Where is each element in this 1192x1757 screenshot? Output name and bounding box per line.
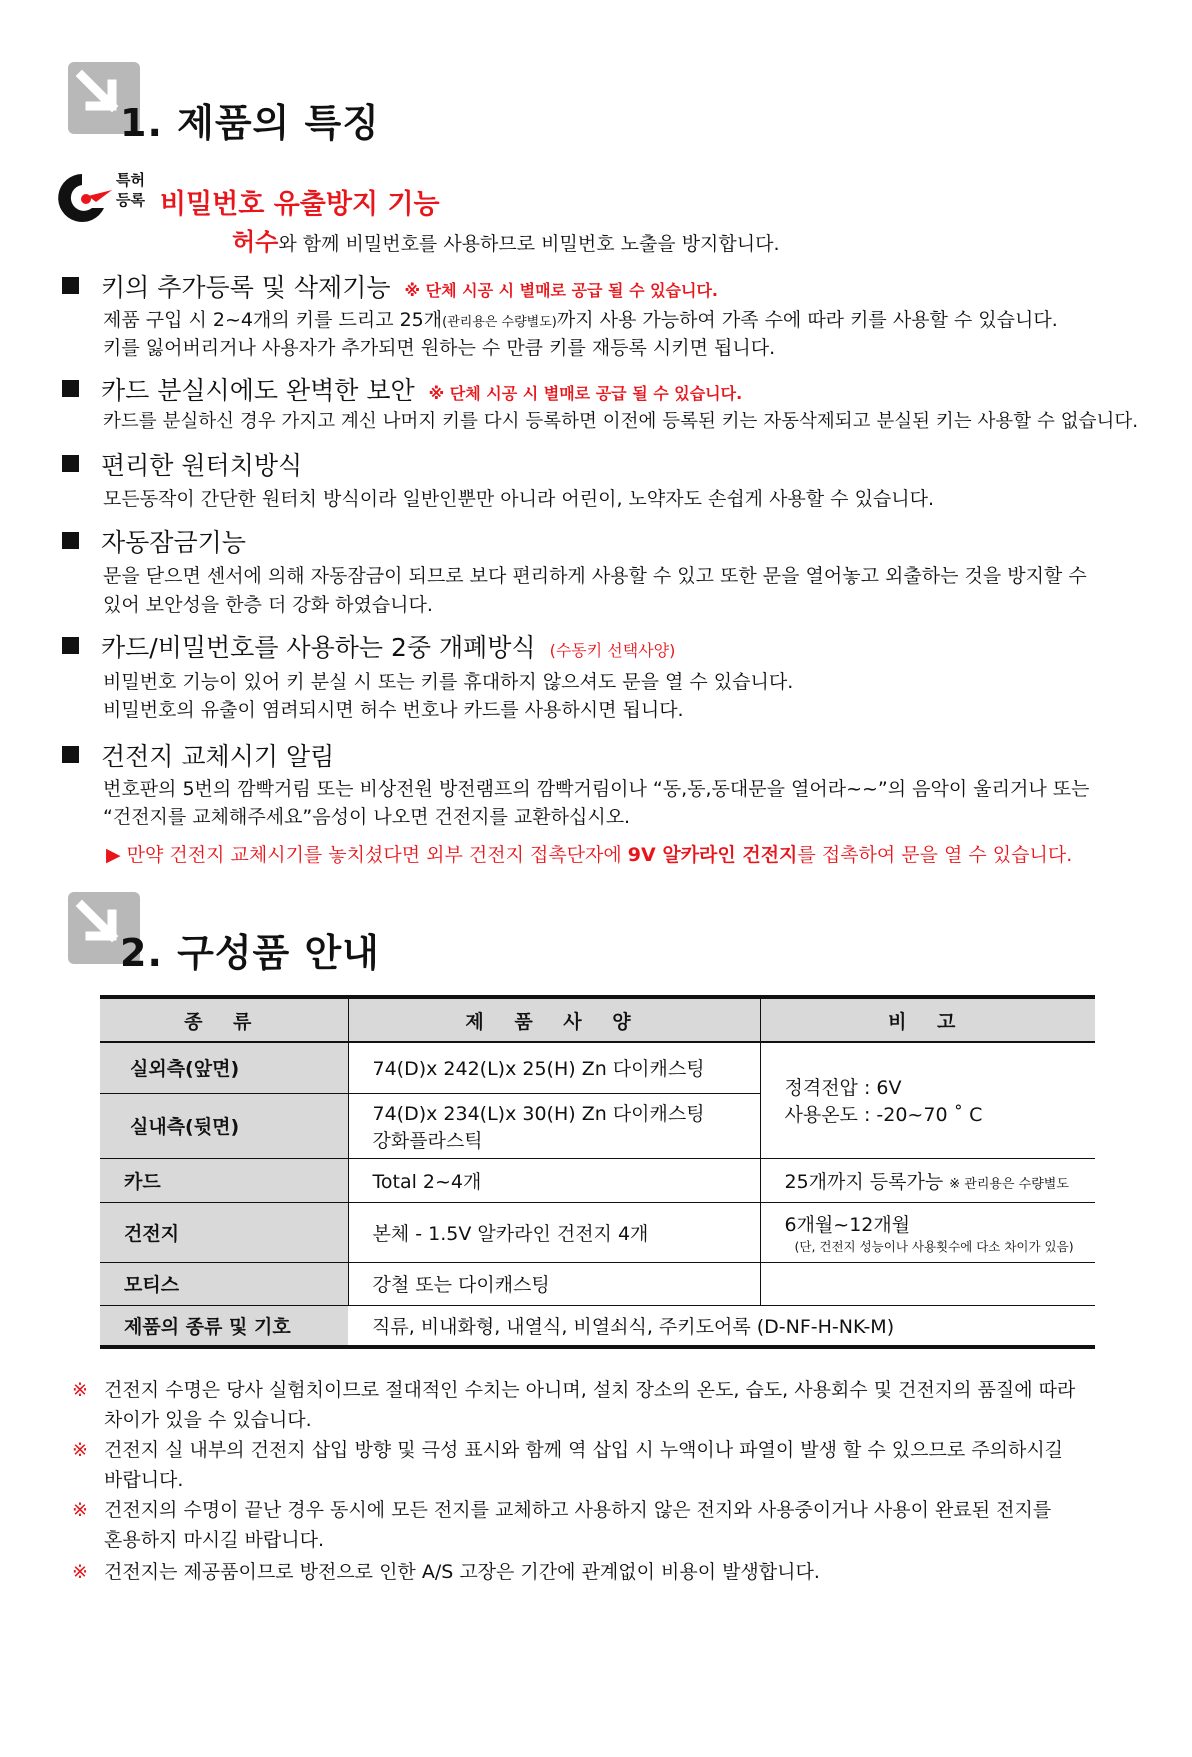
- table-cell-category: 실내측(뒷면): [100, 1093, 348, 1158]
- footnote: ※ 건전지는 제공품이므로 방전으로 인한 A/S 고장은 기간에 관계없이 비용이 발생합니다.: [72, 1561, 820, 1583]
- feature-note: (수동키 선택사양): [549, 641, 676, 660]
- table-row: [100, 1202, 1095, 1262]
- components-table: [100, 995, 1095, 1349]
- feature-title: 편리한 원터치방식: [101, 451, 303, 480]
- table-cell-spec: 강철 또는 다이캐스팅: [348, 1262, 760, 1305]
- footnote: ※ 건전지의 수명이 끝난 경우 동시에 모든 전지를 교체하고 사용하지 않은 전지와 사용중이거나 사용이 완료된 전지를: [72, 1499, 1052, 1521]
- table-row: [100, 1158, 1095, 1202]
- feature-title: 카드/비밀번호를 사용하는 2중 개폐방식: [101, 633, 536, 662]
- table-row: [100, 1262, 1095, 1305]
- bullet-square-icon: [62, 277, 79, 294]
- table-header: 비 고: [760, 997, 1095, 1042]
- feature-heading: [62, 446, 302, 482]
- feature-text: 문을 닫으면 센서에 의해 자동잠금이 되므로 보다 편리하게 사용할 수 있고 또한 문을 열어놓고 외출하는 것을 방지할 수: [103, 565, 1087, 587]
- feature-text: “건전지를 교체해주세요”음성이 나오면 건전지를 교환하십시오.: [103, 806, 631, 828]
- feature-note: ※ 단체 시공 시 별매로 공급 될 수 있습니다.: [428, 384, 743, 403]
- table-cell-category: 모티스: [100, 1262, 348, 1305]
- feature-text: 제품 구입 시 2~4개의 키를 드리고 25개(관리용은 수량별도)까지 사용 가능하여 가족 수에 따라 키를 사용할 수 있습니다.: [103, 309, 1058, 331]
- footnote-continued: 차이가 있을 수 있습니다.: [104, 1409, 312, 1431]
- feature-text: 번호판의 5번의 깜빡거림 또는 비상전원 방전램프의 깜빡거림이나 “동,동,동대문을 열어라~~”의 음악이 울리거나 또는: [103, 778, 1090, 800]
- feature-title: 카드 분실시에도 완벽한 보안: [101, 376, 415, 405]
- table-cell-note: 6개월~12개월 (단, 건전지 성능이나 사용횟수에 다소 차이가 있음): [760, 1202, 1095, 1262]
- table-header-row: [100, 997, 1095, 1042]
- rated-voltage: 정격전압 : 6V: [784, 1077, 902, 1100]
- feature-text: 키를 잃어버리거나 사용자가 추가되면 원하는 수 만큼 키를 재등록 시키면 됩니다.: [103, 337, 776, 359]
- section-1-title: 1. 제품의 특징: [120, 101, 380, 145]
- feature-text: 있어 보안성을 한층 더 강화 하였습니다.: [103, 594, 433, 616]
- patent-sub-highlight: 허수: [232, 228, 279, 256]
- table-cell-spec: Total 2~4개: [348, 1158, 760, 1202]
- feature-heading: [62, 737, 334, 773]
- table-cell-note: [760, 1042, 1095, 1158]
- table-cell-spec: 본체 - 1.5V 알카라인 건전지 4개: [348, 1202, 760, 1262]
- feature-note: ※ 단체 시공 시 별매로 공급 될 수 있습니다.: [404, 281, 718, 300]
- feature-text: 모든동작이 간단한 원터치 방식이라 일반인뿐만 아니라 어린이, 노약자도 손쉽게 사용할 수 있습니다.: [103, 488, 935, 510]
- table-header: 제 품 사 양: [348, 997, 760, 1042]
- feature-title: 건전지 교체시기 알림: [101, 742, 335, 771]
- table-cell-spec: 74(D)x 242(L)x 25(H) Zn 다이캐스팅: [348, 1042, 760, 1093]
- table-cell-category: 건전지: [100, 1202, 348, 1262]
- feature-text: 카드를 분실하신 경우 가지고 계신 나머지 키를 다시 등록하면 이전에 등록된 키는 자동삭제되고 분실된 키는 사용할 수 없습니다.: [103, 411, 1139, 432]
- feature-heading: [62, 268, 718, 304]
- table-cell-spec: 74(D)x 234(L)x 30(H) Zn 다이캐스팅 강화플라스틱: [348, 1093, 760, 1158]
- table-row: [100, 1305, 1095, 1347]
- bullet-square-icon: [62, 380, 79, 397]
- patent-badge-line1: 특허: [116, 171, 145, 189]
- patent-sub-text: 와 함께 비밀번호를 사용하므로 비밀번호 노출을 방지합니다.: [278, 233, 780, 255]
- bullet-square-icon: [62, 746, 79, 763]
- feature-heading: [62, 523, 246, 559]
- table-header: 종 류: [100, 997, 348, 1042]
- patent-title: 비밀번호 유출방지 기능: [160, 189, 440, 220]
- footnote-continued: 혼용하지 마시길 바랍니다.: [104, 1529, 325, 1551]
- battery-warning: ▶ 만약 건전지 교체시기를 놓치셨다면 외부 건전지 접촉단자에 9V 알카라인 건전지를 접촉하여 문을 열 수 있습니다.: [106, 844, 1073, 866]
- footnote-continued: 바랍니다.: [104, 1469, 184, 1491]
- bullet-square-icon: [62, 532, 79, 549]
- bullet-square-icon: [62, 455, 79, 472]
- section-2-title: 2. 구성품 안내: [120, 931, 380, 975]
- patent-seal-icon: [52, 168, 112, 228]
- feature-heading: [62, 628, 675, 664]
- footnote: ※ 건전지 수명은 당사 실험치이므로 절대적인 수치는 아니며, 설치 장소의 온도, 습도, 사용회수 및 건전지의 품질에 따라: [72, 1379, 1076, 1401]
- feature-heading: [62, 371, 742, 407]
- table-cell-spec: 직류, 비내화형, 내열식, 비열쇠식, 주키도어록 (D-NF-H-NK-M): [348, 1305, 1095, 1347]
- table-cell-note: [760, 1262, 1095, 1305]
- table-row: [100, 1042, 1095, 1093]
- bullet-square-icon: [62, 637, 79, 654]
- table-cell-note: 25개까지 등록가능 ※ 관리용은 수량별도: [760, 1158, 1095, 1202]
- table-cell-category: 카드: [100, 1158, 348, 1202]
- table-cell-category: 실외측(앞면): [100, 1042, 348, 1093]
- footnote: ※ 건전지 실 내부의 건전지 삽입 방향 및 극성 표시와 함께 역 삽입 시 누액이나 파열이 발생 할 수 있으므로 주의하시길: [72, 1439, 1064, 1461]
- operating-temperature: 사용온도 : -20~70 ˚ C: [784, 1104, 983, 1127]
- feature-title: 자동잠금기능: [101, 528, 246, 557]
- patent-subtitle: [232, 222, 780, 257]
- table-cell-category: 제품의 종류 및 기호: [100, 1305, 348, 1347]
- feature-text: 비밀번호 기능이 있어 키 분실 시 또는 키를 휴대하지 않으셔도 문을 열 수 있습니다.: [103, 671, 794, 693]
- patent-badge-text: [116, 170, 145, 210]
- feature-title: 키의 추가등록 및 삭제기능: [101, 273, 391, 302]
- feature-text: 비밀번호의 유출이 염려되시면 허수 번호나 카드를 사용하시면 됩니다.: [103, 699, 684, 721]
- patent-badge-line2: 등록: [116, 191, 145, 209]
